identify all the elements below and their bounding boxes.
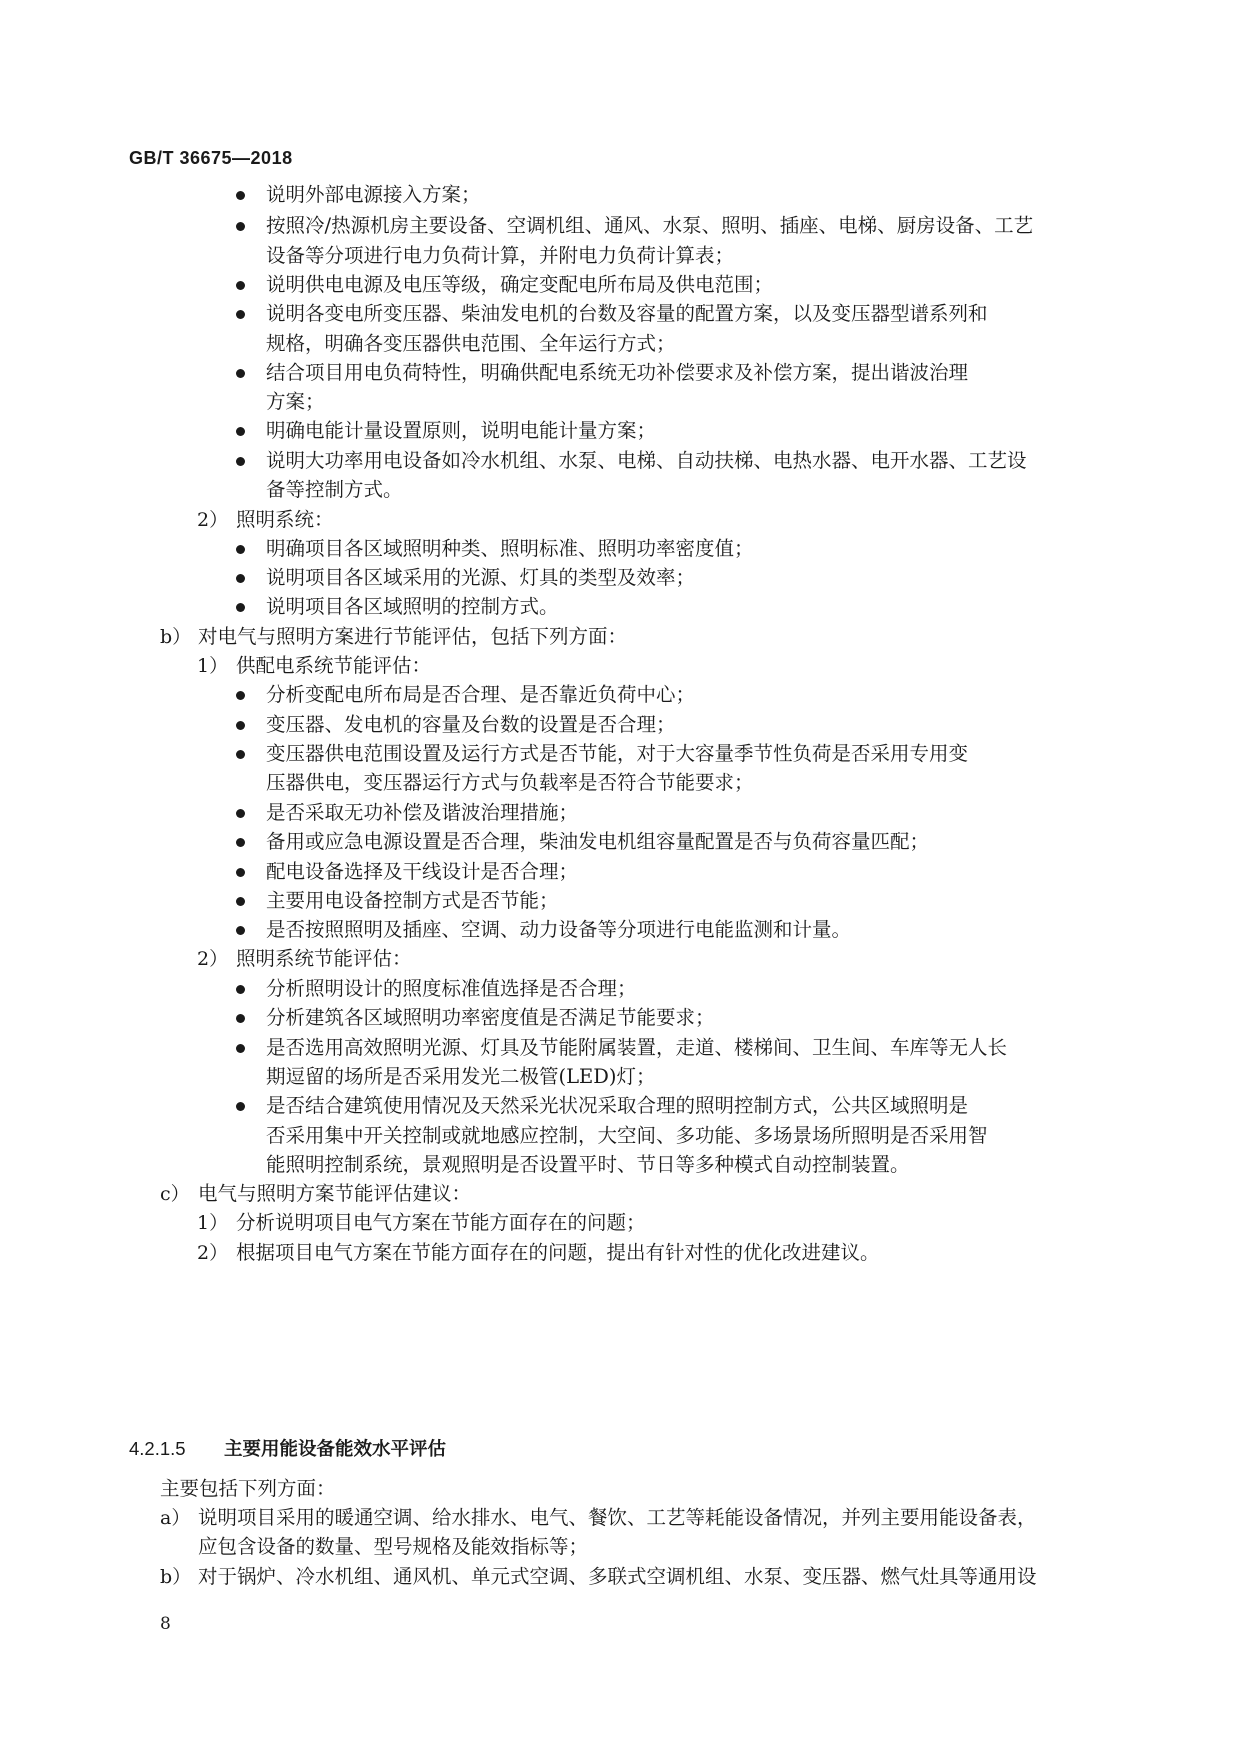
list-item-line-continued: 应包含设备的数量、型号规格及能效指标等； (198, 1535, 589, 1558)
bullet-line: 结合项目用电负荷特性，明确供配电系统无功补偿要求及补偿方案，提出谐波治理 (266, 358, 968, 388)
list-item: 分析说明项目电气方案在节能方面存在的问题； (236, 1211, 646, 1234)
list-marker: 2） (197, 948, 229, 970)
intro-text: 主要包括下列方面： (160, 1477, 336, 1500)
bullet-line: 说明各变电所变压器、柴油发电机的台数及容量的配置方案，以及变压器型谱系列和 (266, 299, 988, 329)
bullet-line: 变压器、发电机的容量及台数的设置是否合理； (266, 710, 676, 740)
section-number: 4.2.1.5 (129, 1438, 186, 1459)
section-heading (129, 1434, 446, 1464)
section-title: 主要用能设备能效水平评估 (224, 1438, 447, 1459)
bullet-line: 是否选用高效照明光源、灯具及节能附属装置，走道、楼梯间、卫生间、车库等无人长 (266, 1033, 1007, 1063)
item-title: 对电气与照明方案进行节能评估，包括下列方面： (198, 625, 628, 648)
bullet-line: 分析建筑各区域照明功率密度值是否满足节能要求； (266, 1003, 715, 1033)
bullet-line: 说明供电电源及电压等级，确定变配电所布局及供电范围； (266, 270, 773, 300)
bullet-line: 按照冷/热源机房主要设备、空调机组、通风、水泵、照明、插座、电梯、厨房设备、工艺 (266, 211, 1033, 241)
list-item-line: 对于锅炉、冷水机组、通风机、单元式空调、多联式空调机组、水泵、变压器、燃气灶具等通用设 (198, 1565, 1037, 1588)
list-item: 根据项目电气方案在节能方面存在的问题，提出有针对性的优化改进建议。 (236, 1241, 880, 1264)
list-marker: 1） (197, 655, 229, 677)
item-title: 电气与照明方案节能评估建议： (198, 1182, 472, 1205)
bullet-line: 变压器供电范围设置及运行方式是否节能，对于大容量季节性负荷是否采用专用变 (266, 739, 968, 769)
bullet-line-continued: 规格，明确各变压器供电范围、全年运行方式； (266, 332, 676, 355)
list-marker: c） (160, 1183, 190, 1205)
list-marker: b） (160, 626, 192, 648)
bullet-line: 说明项目各区域采用的光源、灯具的类型及效率； (266, 563, 695, 593)
bullet-line: 是否采取无功补偿及谐波治理措施； (266, 798, 578, 828)
bullet-line-continued: 期逗留的场所是否采用发光二极管(LED)灯； (266, 1065, 656, 1088)
bullet-line: 配电设备选择及干线设计是否合理； (266, 857, 578, 887)
list-marker: 2） (197, 509, 229, 531)
bullet-line: 明确电能计量设置原则，说明电能计量方案； (266, 416, 656, 446)
list-marker: 1） (197, 1212, 229, 1234)
bullet-line: 主要用电设备控制方式是否节能； (266, 886, 559, 916)
list-marker: a） (160, 1507, 191, 1529)
list-marker: 2） (197, 1242, 229, 1264)
bullet-line-continued: 压器供电，变压器运行方式与负载率是否符合节能要求； (266, 771, 754, 794)
bullet-line: 说明外部电源接入方案； (266, 180, 481, 210)
bullet-line-continued: 方案； (266, 390, 325, 413)
subsection-title: 照明系统： (236, 508, 334, 531)
bullet-line: 分析变配电所布局是否合理、是否靠近负荷中心； (266, 680, 695, 710)
bullet-line-continued: 能照明控制系统，景观照明是否设置平时、节日等多种模式自动控制装置。 (266, 1153, 910, 1176)
bullet-line: 说明项目各区域照明的控制方式。 (266, 592, 559, 622)
bullet-line: 分析照明设计的照度标准值选择是否合理； (266, 974, 637, 1004)
bullet-line-continued: 否采用集中开关控制或就地感应控制，大空间、多功能、多场景场所照明是否采用智 (266, 1124, 988, 1147)
bullet-line-continued: 备等控制方式。 (266, 478, 403, 501)
list-item-line: 说明项目采用的暖通空调、给水排水、电气、餐饮、工艺等耗能设备情况，并列主要用能设备表， (198, 1506, 1037, 1529)
page-number: 8 (160, 1614, 171, 1634)
bullet-line-continued: 设备等分项进行电力负荷计算，并附电力负荷计算表； (266, 244, 735, 267)
bullet-line: 明确项目各区域照明种类、照明标准、照明功率密度值； (266, 534, 754, 564)
bullet-line: 备用或应急电源设置是否合理，柴油发电机组容量配置是否与负荷容量匹配； (266, 827, 929, 857)
bullet-line: 是否结合建筑使用情况及天然采光状况采取合理的照明控制方式，公共区域照明是 (266, 1091, 968, 1121)
list-marker: b） (160, 1566, 192, 1588)
bullet-line: 是否按照照明及插座、空调、动力设备等分项进行电能监测和计量。 (266, 915, 851, 945)
subsection-title: 供配电系统节能评估： (236, 654, 432, 677)
bullet-line: 说明大功率用电设备如冷水机组、水泵、电梯、自动扶梯、电热水器、电开水器、工艺设 (266, 446, 1027, 476)
standard-code: GB/T 36675—2018 (129, 148, 293, 168)
subsection-title: 照明系统节能评估： (236, 947, 412, 970)
